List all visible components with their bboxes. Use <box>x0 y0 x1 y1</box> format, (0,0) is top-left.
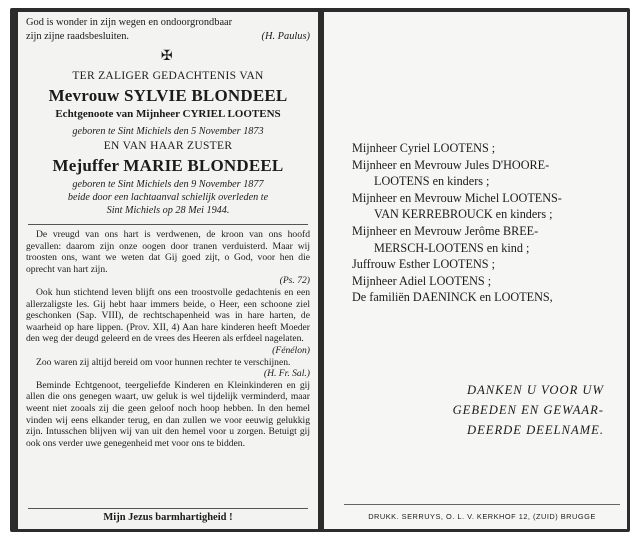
family-entry-continuation: MERSCH-LOOTENS en kind ; <box>374 240 530 255</box>
citation-3: (H. Fr. Sal.) <box>263 368 310 380</box>
birth-line-2: geboren te Sint Michiels den 9 November 1877 <box>72 179 264 190</box>
family-entry-continuation: LOOTENS en kinders ; <box>374 174 490 189</box>
paragraph-1: De vreugd van ons hart is verdwenen, de kroon van ons hoofd gevallen: daarom zijn onze oogen door tranen verduisterd. Maar wij troosten ons, want we weten dat Gij goed zijt, o God, voor hen die oprecht van hart zijn. <box>26 229 310 275</box>
thanks-line-3: DEERDE DEELNAME. <box>466 423 604 437</box>
cross-icon: ✠ <box>161 48 173 64</box>
quote-line-1: God is wonder in zijn wegen en ondoorgrondbaar <box>26 17 233 28</box>
birth-line-1: geboren te Sint Michiels den 5 November 1873 <box>72 126 264 137</box>
deceased-name-1: Mevrouw SYLVIE BLONDEEL <box>48 86 288 105</box>
family-entry: Juffrouw Esther LOOTENS ; <box>352 257 495 272</box>
memoriam-heading: TER ZALIGER GEDACHTENIS VAN <box>72 70 264 82</box>
family-list <box>352 140 614 306</box>
family-entry-continuation: VAN KERREBROUCK en kinders ; <box>374 207 553 222</box>
family-entry: Mijnheer Adiel LOOTENS ; <box>352 273 492 288</box>
spouse-line: Echtgenoote van Mijnheer CYRIEL LOOTENS <box>55 108 281 120</box>
death-line-2: Sint Michiels op 28 Mei 1944. <box>106 205 230 216</box>
thanks-message <box>384 380 604 440</box>
paragraph-3: Zoo waren zij altijd bereid om voor hunnen rechter te verschijnen. <box>36 356 291 368</box>
printer-credit: DRUKK. SERRUYS, O. L. V. KERKHOF 12, (ZUID) BRUGGE <box>368 512 596 521</box>
citation-1: (Ps. 72) <box>279 275 310 287</box>
printer-divider <box>344 504 620 505</box>
closing-prayer: Mijn Jezus barmhartigheid ! <box>103 512 233 523</box>
paragraph-2: Ook hun stichtend leven blijft ons een troostvolle gedachtenis en een allerzaligste les. Gij hebt haar immers beide, o Heer, een schoone ziel geschonken (Sap. VIII), de rechtschapenheid was in hare harten, de waarheid op hare lippen. (Prov. XII, 4) Aan hare kinderen heeft Moeder den weg der deugd geleerd en de vrees des Heeren als erfdeel nagelaten. <box>26 286 310 345</box>
citation-2: (Fénélon) <box>272 344 310 356</box>
opening-quote <box>26 16 310 44</box>
sister-intro: EN VAN HAAR ZUSTER <box>103 140 233 152</box>
family-entry: De familiën DAENINCK en LOOTENS, <box>352 290 553 305</box>
family-entry: Mijnheer en Mevrouw Jules D'HOORE- <box>352 157 550 172</box>
quote-source: (H. Paulus) <box>261 31 310 42</box>
memorial-text <box>26 229 310 449</box>
death-line-1: beide door een lachtaanval schielijk overleden te <box>67 192 269 203</box>
family-entry: Mijnheer Cyriel LOOTENS ; <box>352 141 496 155</box>
right-panel <box>324 12 627 529</box>
family-entry: Mijnheer en Mevrouw Jerôme BREE- <box>352 223 539 238</box>
divider-bottom <box>28 508 308 509</box>
thanks-line-1: DANKEN U VOOR UW <box>466 383 604 397</box>
quote-line-2: zijn zijne raadsbesluiten. <box>26 31 130 42</box>
family-entry: Mijnheer en Mevrouw Michel LOOTENS- <box>352 190 562 205</box>
divider-top <box>28 224 308 225</box>
deceased-name-2: Mejuffer MARIE BLONDEEL <box>52 156 284 175</box>
thanks-line-2: GEBEDEN EN GEWAAR- <box>452 403 604 417</box>
paragraph-4: Beminde Echtgenoot, teergeliefde Kinderen en Kleinkinderen en gij allen die ons genegen waart, uw geluk is wel tijdelijk verminderd, maar weent niet zooals zij die geen geloof noch hoop hebben. In den hemel vinden wij eens elkander terug, en dan zullen we voor eeuwig gelukkig zijn. Intusschen blijven wij van uit den hemel voor u zorgen. Betuigt gij ook ons verder uwe genegenheid met voor ons te bidden. <box>26 379 310 449</box>
left-panel <box>18 12 318 529</box>
